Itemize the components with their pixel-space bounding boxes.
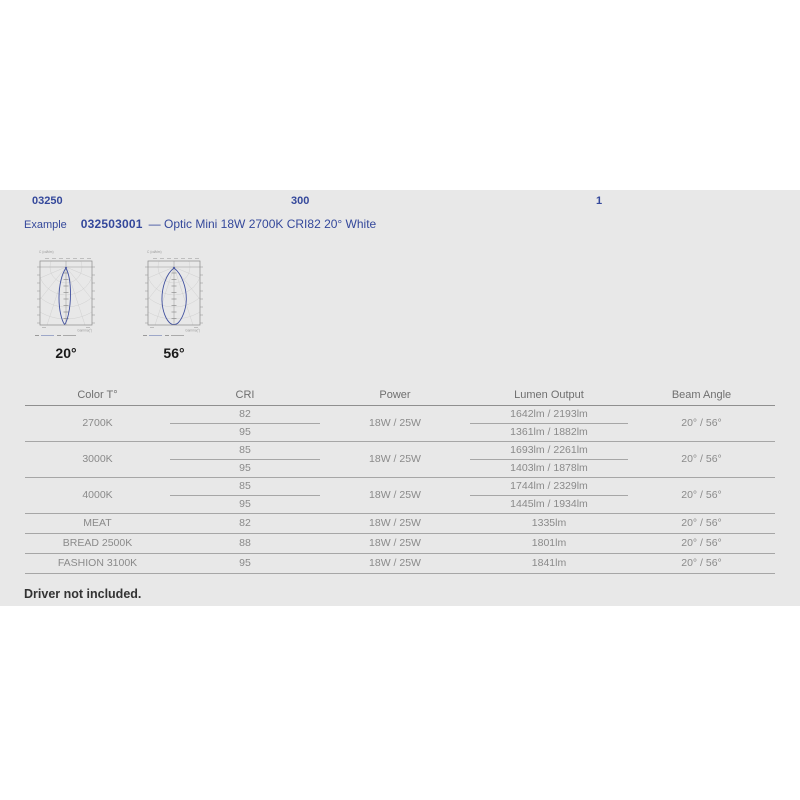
- beam-angle-caption: 20°: [55, 345, 77, 361]
- cell-color-t: MEAT: [25, 513, 170, 533]
- cell-lumen: 1693lm / 2261lm: [470, 441, 628, 459]
- cell-color-t: 4000K: [25, 477, 170, 513]
- header-code-row: [0, 195, 800, 209]
- col-header-cri: CRI: [170, 386, 320, 405]
- example-label: Example: [24, 219, 67, 231]
- example-line: [24, 217, 376, 231]
- product-code: 03250: [32, 195, 63, 207]
- cell-power: 18W / 25W: [320, 553, 470, 573]
- cell-beam-angle: 20° / 56°: [628, 441, 775, 477]
- cell-cri: 95: [170, 459, 320, 477]
- svg-text:Gamma(°): Gamma(°): [185, 328, 200, 333]
- cell-lumen: 1801lm: [470, 533, 628, 553]
- spec-table: [25, 386, 775, 574]
- col-header-power: Power: [320, 386, 470, 405]
- cell-lumen: 1403lm / 1878lm: [470, 459, 628, 477]
- cell-color-t: FASHION 3100K: [25, 553, 170, 573]
- cell-cri: 95: [170, 553, 320, 573]
- cell-power: 18W / 25W: [320, 533, 470, 553]
- table-row: [25, 513, 775, 533]
- example-order-code: 032503001: [80, 217, 143, 231]
- table-row: [25, 477, 775, 495]
- table-header-row: [25, 386, 775, 405]
- svg-text:C (cd/klm): C (cd/klm): [147, 250, 162, 254]
- diagram-legend: [35, 335, 76, 336]
- page-number: 1: [596, 195, 603, 207]
- cell-cri: 88: [170, 533, 320, 553]
- example-description: — Optic Mini 18W 2700K CRI82 20° White: [148, 217, 377, 231]
- table-row: [25, 553, 775, 573]
- table-row: [25, 533, 775, 553]
- svg-text:C (cd/klm): C (cd/klm): [39, 250, 54, 254]
- col-header-color-t: Color T°: [25, 386, 170, 405]
- polar-curve-56-icon: [141, 248, 207, 338]
- col-header-beam-angle: Beam Angle: [628, 386, 775, 405]
- cell-cri: 95: [170, 495, 320, 513]
- cell-lumen: 1335lm: [470, 513, 628, 533]
- cell-cri: 82: [170, 405, 320, 423]
- cell-lumen: 1744lm / 2329lm: [470, 477, 628, 495]
- cell-beam-angle: 20° / 56°: [628, 477, 775, 513]
- table-row: [25, 405, 775, 423]
- polar-diagram-20: [30, 248, 102, 361]
- header-number: 300: [291, 195, 310, 207]
- cell-cri: 85: [170, 441, 320, 459]
- cell-beam-angle: 20° / 56°: [628, 533, 775, 553]
- cell-lumen: 1642lm / 2193lm: [470, 405, 628, 423]
- cell-cri: 82: [170, 513, 320, 533]
- cell-beam-angle: 20° / 56°: [628, 513, 775, 533]
- cell-beam-angle: 20° / 56°: [628, 553, 775, 573]
- cell-lumen: 1361lm / 1882lm: [470, 423, 628, 441]
- svg-text:Gamma(°): Gamma(°): [77, 328, 92, 333]
- col-header-lumen-output: Lumen Output: [470, 386, 628, 405]
- beam-angle-caption: 56°: [163, 345, 185, 361]
- cell-cri: 85: [170, 477, 320, 495]
- cell-beam-angle: 20° / 56°: [628, 405, 775, 441]
- table-row: [25, 441, 775, 459]
- polar-curve-20-icon: [33, 248, 99, 338]
- cell-power: 18W / 25W: [320, 513, 470, 533]
- cell-cri: 95: [170, 423, 320, 441]
- cell-lumen: 1841lm: [470, 553, 628, 573]
- driver-note: Driver not included.: [24, 587, 142, 601]
- diagram-legend: [143, 335, 184, 336]
- cell-color-t: 2700K: [25, 405, 170, 441]
- cell-color-t: 3000K: [25, 441, 170, 477]
- cell-power: 18W / 25W: [320, 477, 470, 513]
- photometric-diagrams: [30, 248, 210, 361]
- cell-power: 18W / 25W: [320, 405, 470, 441]
- polar-diagram-56: [138, 248, 210, 361]
- cell-power: 18W / 25W: [320, 441, 470, 477]
- cell-lumen: 1445lm / 1934lm: [470, 495, 628, 513]
- datasheet-panel: [0, 190, 800, 606]
- cell-color-t: BREAD 2500K: [25, 533, 170, 553]
